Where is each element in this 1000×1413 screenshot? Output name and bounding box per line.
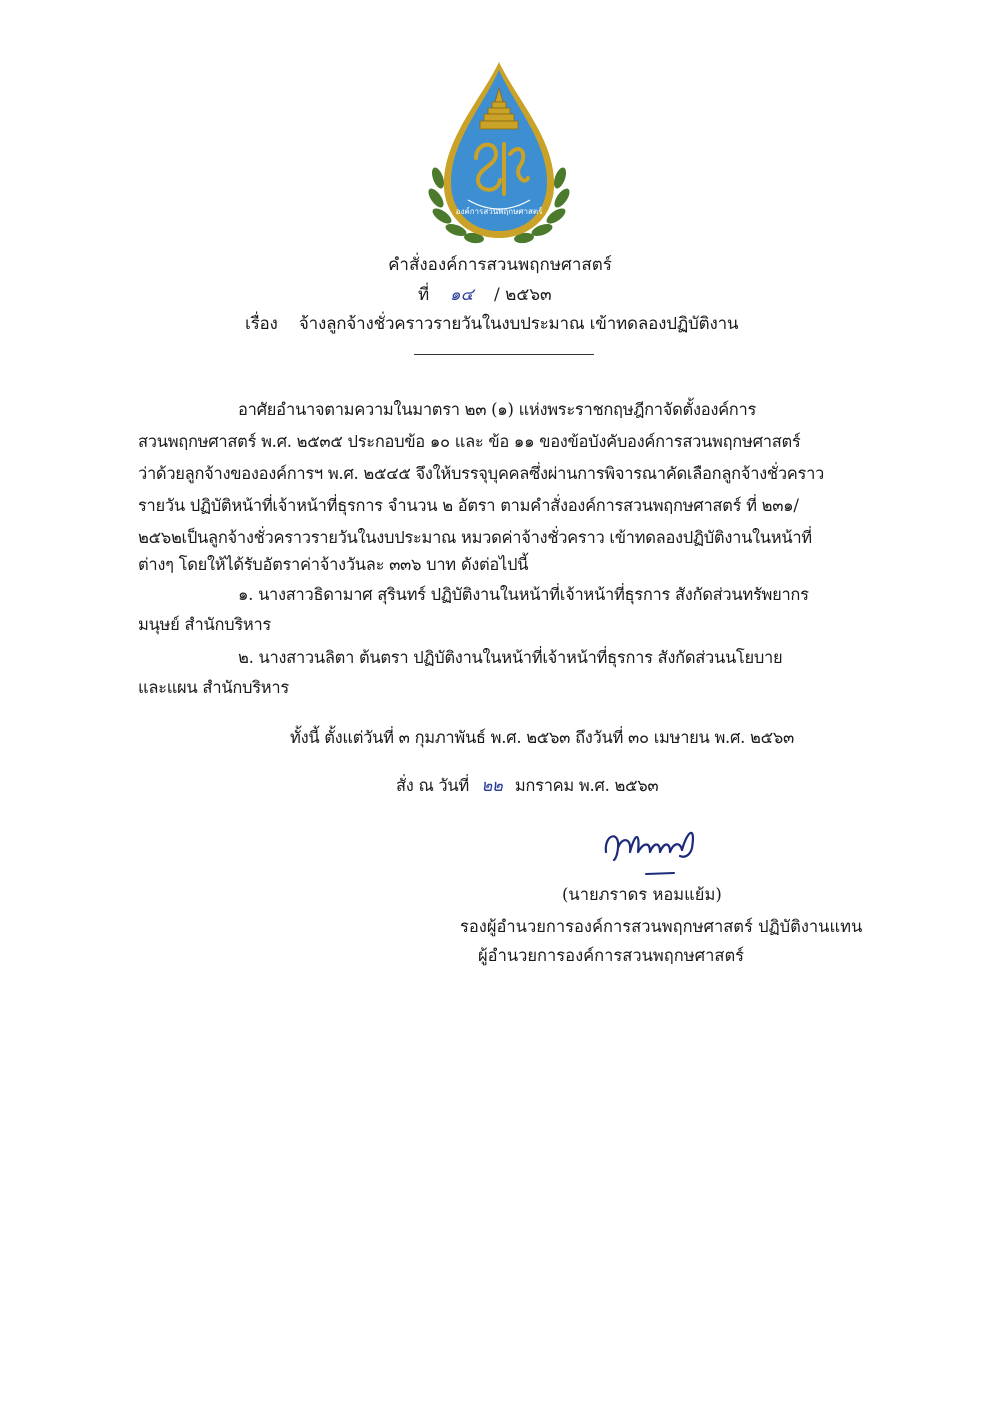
order-date-prefix: สั่ง ณ วันที่ [396, 776, 469, 795]
order-date-handwritten: ๒๒ [481, 776, 503, 795]
body-paragraph-line: ๒๕๖๒เป็นลูกจ้างชั่วคราวรายวันในงบประมาณ หมวดค่าจ้างชั่วคราว เข้าทดลองปฏิบัติงานในหน้าที่ [138, 528, 812, 547]
subject-line [245, 313, 738, 335]
organization-emblem-logo [424, 58, 574, 246]
body-paragraph-line: รายวัน ปฏิบัติหน้าที่เจ้าหน้าที่ธุรการ จำนวน ๒ อัตรา ตามคำสั่งองค์การสวนพฤกษศาสตร์ ที่ ๒๓๑/ [138, 496, 799, 515]
signatory-position-secondary: ผู้อำนวยการองค์การสวนพฤกษศาสตร์ [478, 946, 745, 965]
body-paragraph-line: สวนพฤกษศาสตร์ พ.ศ. ๒๕๓๕ ประกอบข้อ ๑๐ และ ข้อ ๑๑ ของข้อบังคับองค์การสวนพฤกษศาสตร์ [138, 432, 801, 451]
body-paragraph-line: ว่าด้วยลูกจ้างขององค์การฯ พ.ศ. ๒๕๔๕ จึงให้บรรจุบุคคลซึ่งผ่านการพิจารณาคัดเลือกลูกจ้างชั่วคราว [138, 464, 825, 483]
body-paragraph-line: ต่างๆ โดยให้ได้รับอัตราค่าจ้างวันละ ๓๓๖ บาท ดังต่อไปนี้ [138, 555, 529, 574]
signature-mark [600, 812, 710, 884]
signatory-name: (นายภราดร หอมแย้ม) [562, 885, 722, 904]
list-item: ๒. นางสาวนลิตา ต้นตรา ปฏิบัติงานในหน้าที่เจ้าหน้าที่ธุรการ สังกัดส่วนนโยบาย [238, 648, 783, 667]
body-paragraph-line: อาศัยอำนาจตามความในมาตรา ๒๓ (๑) แห่งพระราชกฤษฎีกาจัดตั้งองค์การ [238, 400, 757, 419]
order-number-prefix: ที่ [418, 285, 430, 305]
subject-label: เรื่อง [245, 314, 278, 334]
order-date [396, 775, 658, 797]
effective-period: ทั้งนี้ ตั้งแต่วันที่ ๓ กุมภาพันธ์ พ.ศ. ๒๕๖๓ ถึงวันที่ ๓๐ เมษายน พ.ศ. ๒๕๖๓ [290, 728, 794, 747]
list-item: ๑. นางสาวธิดามาศ สุรินทร์ ปฏิบัติงานในหน้าที่เจ้าหน้าที่ธุรการ สังกัดส่วนทรัพยากร [238, 585, 809, 604]
order-title: คำสั่งองค์การสวนพฤกษศาสตร์ [388, 255, 612, 275]
list-item-continuation: และแผน สำนักบริหาร [138, 678, 289, 697]
list-item-continuation: มนุษย์ สำนักบริหาร [138, 615, 271, 634]
title-divider [414, 354, 594, 355]
order-date-suffix: มกราคม พ.ศ. ๒๕๖๓ [514, 776, 659, 795]
signatory-position: รองผู้อำนวยการองค์การสวนพฤกษศาสตร์ ปฏิบัติงานแทน [460, 917, 863, 936]
emblem-text: องค์การสวนพฤกษศาสตร์ [455, 207, 543, 216]
order-number [418, 284, 552, 306]
order-number-handwritten: ๑๔ [449, 285, 474, 305]
subject-text: จ้างลูกจ้างชั่วคราวรายวันในงบประมาณ เข้าทดลองปฏิบัติงาน [298, 314, 739, 334]
order-number-suffix: / ๒๕๖๓ [494, 285, 552, 305]
